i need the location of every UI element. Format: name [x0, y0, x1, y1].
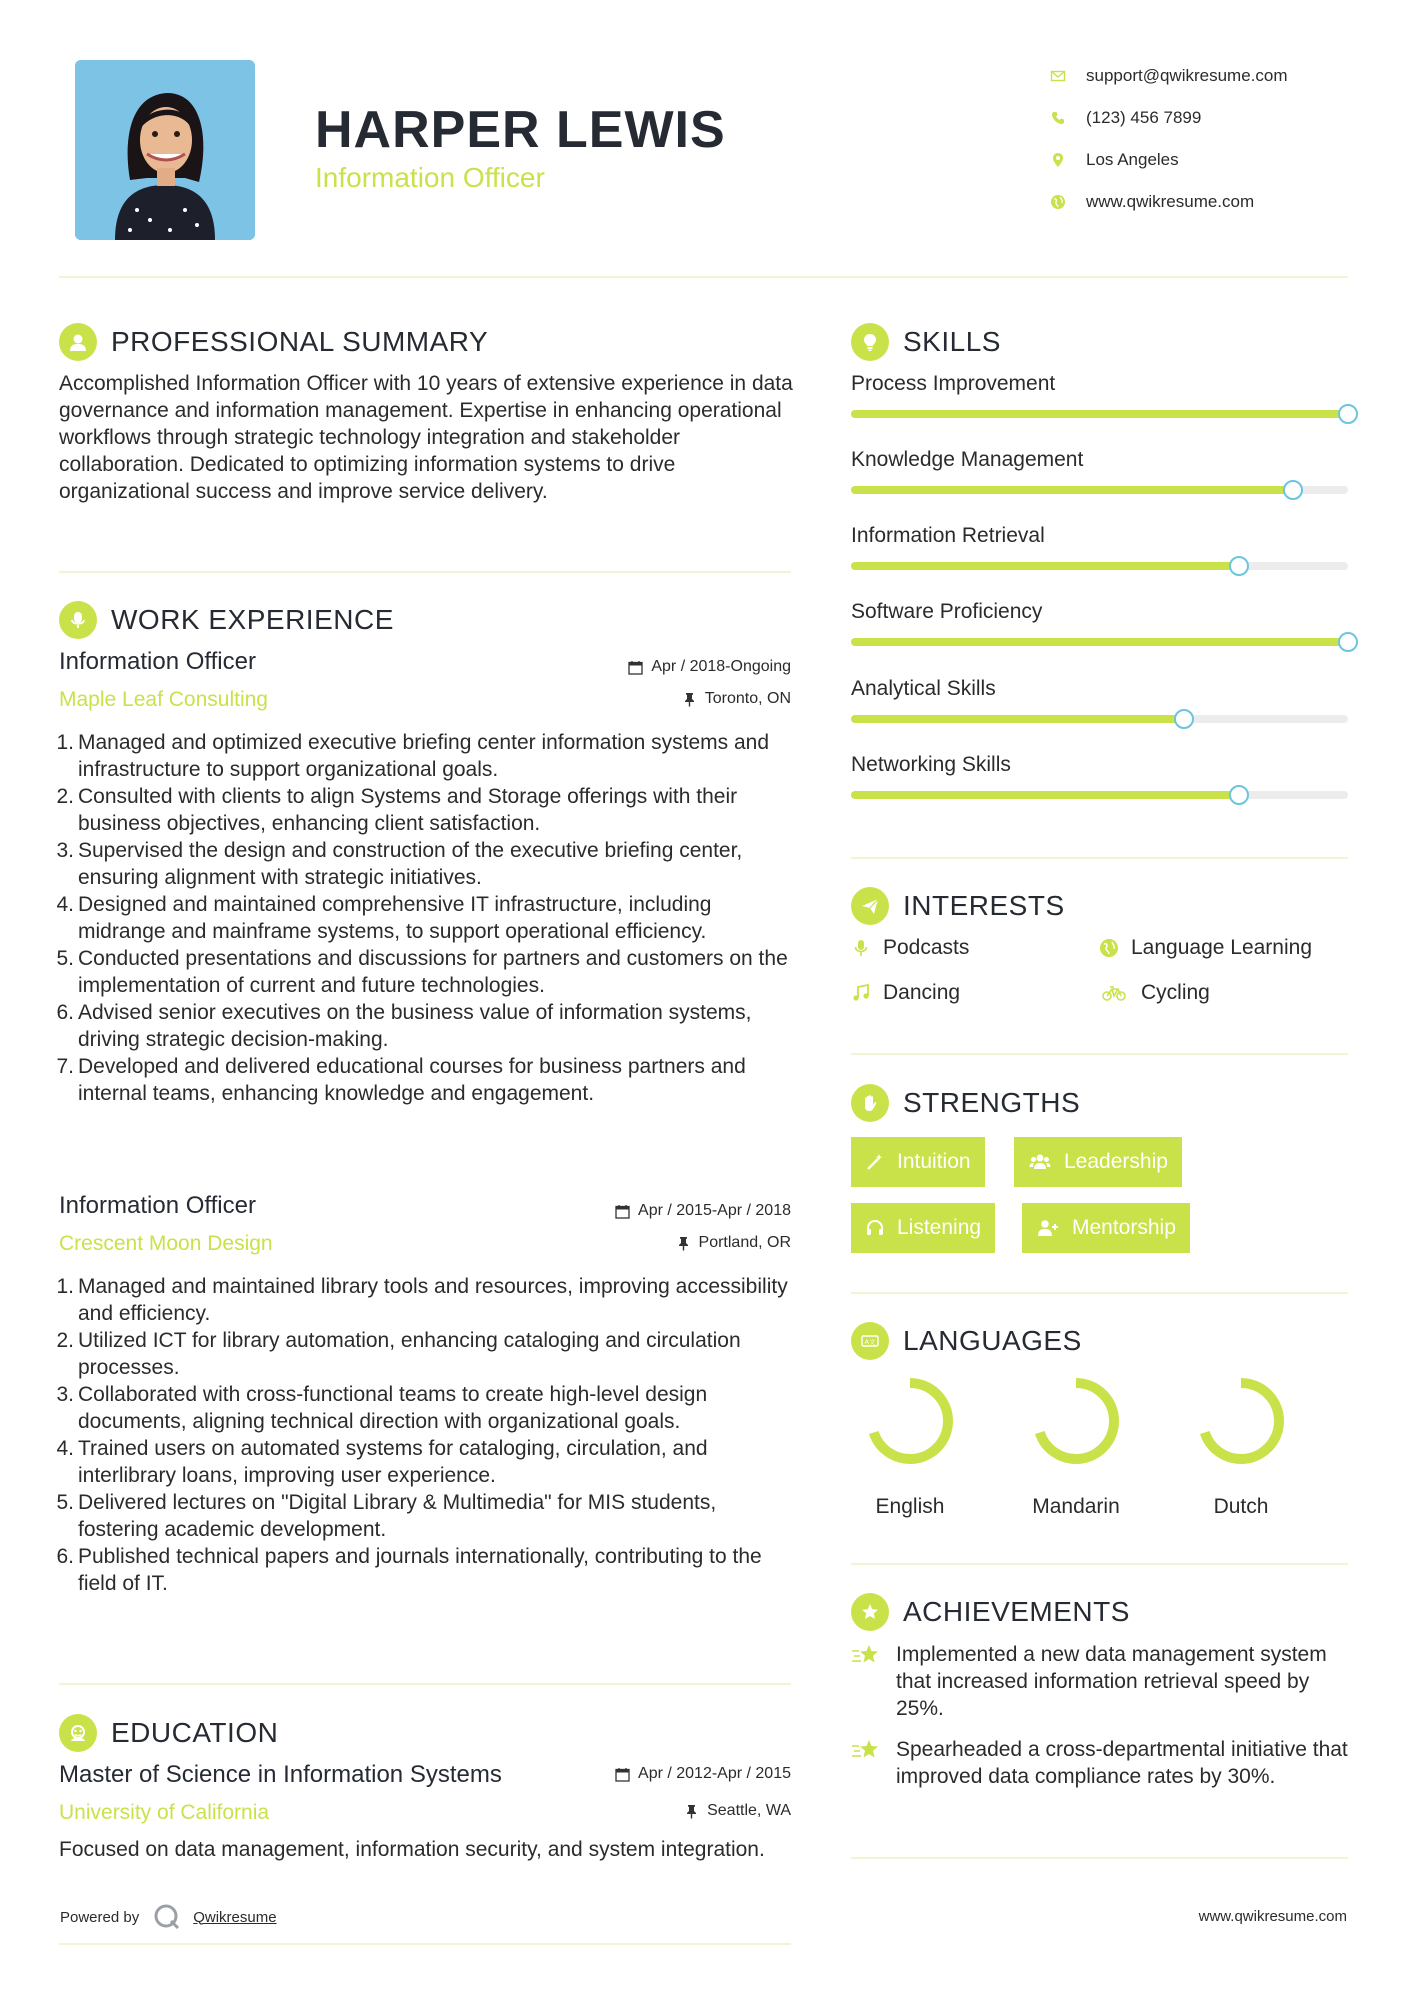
skill-label: Networking Skills — [851, 753, 1011, 776]
job-dates — [628, 658, 791, 676]
list-item: 2. Utilized ICT for library automation, enhancing cataloging and circulation processes. — [56, 1329, 741, 1379]
interests-heading — [851, 887, 1065, 925]
skill-level-knob — [1229, 556, 1249, 576]
interest-item — [851, 981, 960, 1005]
work-heading — [59, 601, 394, 639]
user-plus-icon — [1036, 1218, 1060, 1238]
contact-list — [1050, 55, 1288, 223]
achievement-item — [851, 1641, 1351, 1722]
list-item: 1. Managed and optimized executive briefing center information systems and infrastructure to support organizational goals. — [56, 731, 770, 781]
summary-text: Accomplished Information Officer with 10 years of extensive experience in data governance and information management. Expertise in enhancing operational workflows through strategic technology integration and stakeholder collaboration. Dedicated to optimizing information systems to drive organizational success and improve service delivery. — [59, 372, 793, 503]
skill-item — [851, 448, 1347, 494]
work-title: WORK EXPERIENCE — [111, 604, 394, 635]
interest-label: Dancing — [883, 981, 961, 1004]
achievement-item — [851, 1736, 1351, 1790]
language-label: English — [875, 1495, 945, 1518]
language-item — [850, 1375, 970, 1519]
language-item — [1181, 1375, 1301, 1519]
education-heading — [59, 1714, 278, 1752]
list-item: 5. Delivered lectures on "Digital Library & Multimedia" for MIS students, fostering academic development. — [56, 1491, 717, 1541]
language-label: Mandarin — [1032, 1495, 1120, 1518]
header-divider — [59, 276, 1348, 278]
duty-text: Delivered lectures on "Digital Library & Multimedia" for MIS students, fostering academic development. — [78, 1491, 717, 1541]
contact-location-text: Los Angeles — [1086, 150, 1179, 169]
job-location-text: Portland, OR — [698, 1234, 791, 1251]
skill-level-knob — [1338, 404, 1358, 424]
microphone-icon — [851, 938, 871, 958]
envelope-icon — [1050, 68, 1086, 84]
user-icon — [59, 323, 97, 361]
interests-divider — [851, 1053, 1348, 1055]
list-item: 6. Advised senior executives on the business value of information systems, driving strategic decision-making. — [56, 1001, 752, 1051]
map-pin-icon — [1050, 152, 1086, 168]
pushpin-icon — [682, 692, 697, 707]
strength-label: Listening — [897, 1216, 982, 1239]
strength-chip — [851, 1203, 995, 1253]
skill-item — [851, 524, 1347, 570]
skill-track — [851, 410, 1348, 418]
languages-divider — [851, 1563, 1348, 1565]
list-item: 4. Trained users on automated systems for cataloging, circulation, and interlibrary loans, improving user experience. — [56, 1437, 708, 1487]
skill-track — [851, 791, 1348, 799]
strengths-divider — [851, 1292, 1348, 1294]
pushpin-icon — [684, 1804, 699, 1819]
summary-divider — [59, 571, 791, 573]
language-ring — [1195, 1375, 1287, 1467]
duty-text: Conducted presentations and discussions for partners and customers on the implementation of current and future technologies. — [78, 947, 788, 997]
skill-fill — [851, 715, 1184, 723]
achievements-title: ACHIEVEMENTS — [903, 1596, 1130, 1627]
duty-text: Managed and optimized executive briefing center information systems and infrastructure to support organizational goals. — [78, 731, 770, 781]
summary-heading — [59, 323, 488, 361]
skill-item — [851, 677, 1347, 723]
skill-label: Knowledge Management — [851, 448, 1084, 471]
interest-label: Podcasts — [883, 936, 970, 959]
list-item: 2. Consulted with clients to align Systems and Storage offerings with their business objectives, enhancing client satisfaction. — [56, 785, 738, 835]
list-item: 3. Supervised the design and construction of the executive briefing center, ensuring alignment with strategic initiatives. — [56, 839, 743, 889]
music-note-icon — [851, 983, 871, 1003]
job-duties-list — [55, 1273, 795, 1597]
interest-item — [1099, 936, 1312, 960]
hand-icon — [851, 1084, 889, 1122]
duty-text: Collaborated with cross-functional teams to create high-level design documents, aligning technical direction with organizational goals. — [78, 1383, 708, 1433]
skill-track — [851, 715, 1348, 723]
headphones-icon — [865, 1218, 885, 1238]
language-level-arc — [872, 1383, 948, 1459]
star-badge-icon — [851, 1593, 889, 1631]
education-dates-text: Apr / 2012-Apr / 2015 — [638, 1765, 791, 1782]
education-text: Focused on data management, information security, and system integration. — [59, 1838, 765, 1861]
list-item: 4. Designed and maintained comprehensive IT infrastructure, including midrange and mainframe systems, to support operational efficiency. — [56, 893, 712, 943]
list-item: 3. Collaborated with cross-functional teams to create high-level design documents, aligning technical direction with organizational goals. — [56, 1383, 708, 1433]
footer-website[interactable]: www.qwikresume.com — [1198, 1908, 1347, 1925]
skill-fill — [851, 562, 1239, 570]
achievement-text: Spearheaded a cross-departmental initiative that improved data compliance rates by 30%. — [896, 1738, 1348, 1788]
calendar-icon — [615, 1767, 630, 1782]
graduate-icon — [59, 1714, 97, 1752]
strength-label: Leadership — [1064, 1150, 1168, 1173]
candidate-role: Information Officer — [315, 162, 545, 193]
achievements-heading — [851, 1593, 1130, 1631]
language-ring — [1030, 1375, 1122, 1467]
language-icon — [851, 1322, 889, 1360]
education-dates — [615, 1765, 791, 1783]
globe-icon — [1099, 938, 1119, 958]
contact-phone-text: (123) 456 7899 — [1086, 108, 1202, 127]
interest-label: Cycling — [1141, 981, 1210, 1004]
interest-item — [1099, 981, 1210, 1005]
skill-level-knob — [1229, 785, 1249, 805]
skill-item — [851, 753, 1347, 799]
job-title: Information Officer — [59, 1192, 256, 1219]
candidate-name: HARPER LEWIS — [315, 101, 726, 159]
skill-fill — [851, 486, 1293, 494]
paper-plane-icon — [851, 887, 889, 925]
duty-text: Advised senior executives on the business value of information systems, driving strategic decision-making. — [78, 1001, 752, 1051]
duty-text: Managed and maintained library tools and resources, improving accessibility and efficiency. — [78, 1275, 788, 1325]
footer-divider — [59, 1943, 791, 1945]
qwikresume-logo-icon — [153, 1903, 181, 1931]
skill-track — [851, 486, 1348, 494]
skill-track — [851, 562, 1348, 570]
skill-item — [851, 600, 1347, 646]
job-location — [676, 1234, 791, 1252]
magic-wand-icon — [865, 1152, 885, 1172]
education-location — [684, 1802, 791, 1820]
education-title: EDUCATION — [111, 1717, 279, 1748]
contact-email[interactable] — [1050, 55, 1288, 97]
brand-link[interactable]: Qwikresume — [193, 1908, 277, 1926]
interest-label: Language Learning — [1131, 936, 1313, 959]
profile-photo — [75, 60, 255, 240]
job-dates-text: Apr / 2015-Apr / 2018 — [638, 1202, 791, 1219]
strength-label: Intuition — [897, 1150, 971, 1173]
languages-title: LANGUAGES — [903, 1325, 1082, 1356]
strengths-heading — [851, 1084, 1080, 1122]
interests-title: INTERESTS — [903, 890, 1065, 921]
languages-heading — [851, 1322, 1082, 1360]
school-name: University of California — [59, 1801, 270, 1824]
users-icon — [1028, 1152, 1052, 1172]
briefcase-icon — [59, 601, 97, 639]
work-divider — [59, 1683, 791, 1685]
bicycle-icon — [1099, 983, 1129, 1003]
duty-text: Trained users on automated systems for cataloging, circulation, and interlibrary loans, improving user experience. — [78, 1437, 708, 1487]
duty-text: Consulted with clients to align Systems and Storage offerings with their business objectives, enhancing client satisfaction. — [78, 785, 738, 835]
skills-title: SKILLS — [903, 326, 1001, 357]
list-item: 7. Developed and delivered educational courses for business partners and internal teams, enhancing knowledge and engagement. — [56, 1055, 746, 1105]
skill-label: Software Proficiency — [851, 600, 1043, 623]
job-location-text: Toronto, ON — [704, 690, 791, 707]
skill-fill — [851, 410, 1348, 418]
contact-phone[interactable] — [1050, 97, 1288, 139]
duty-text: Developed and delivered educational courses for business partners and internal teams, enhancing knowledge and engagement. — [78, 1055, 746, 1105]
skill-fill — [851, 791, 1239, 799]
shooting-star-icon — [851, 1643, 881, 1667]
language-item — [1016, 1375, 1136, 1519]
achievement-text: Implemented a new data management system that increased information retrieval speed by 25%. — [896, 1643, 1327, 1720]
skill-label: Information Retrieval — [851, 524, 1045, 547]
portrait-image — [75, 60, 255, 240]
skill-track — [851, 638, 1348, 646]
summary-title: PROFESSIONAL SUMMARY — [111, 326, 489, 357]
skill-fill — [851, 638, 1348, 646]
skills-divider — [851, 857, 1348, 859]
language-ring — [864, 1375, 956, 1467]
degree-title: Master of Science in Information Systems — [59, 1761, 502, 1788]
duty-text: Designed and maintained comprehensive IT infrastructure, including midrange and mainframe systems, to support operational efficiency. — [78, 893, 712, 943]
duty-text: Supervised the design and construction of the executive briefing center, ensuring alignment with strategic initiatives. — [78, 839, 743, 889]
skills-heading — [851, 323, 1001, 361]
achievements-divider — [851, 1857, 1348, 1859]
job-company: Maple Leaf Consulting — [59, 688, 268, 711]
job-location — [682, 690, 791, 708]
powered-by-label: Powered by — [60, 1908, 140, 1926]
language-label: Dutch — [1213, 1495, 1269, 1518]
globe-icon — [1050, 194, 1086, 210]
skill-item — [851, 372, 1347, 418]
language-level-arc — [1038, 1383, 1114, 1459]
job-duties-list — [55, 729, 795, 1107]
strengths-title: STRENGTHS — [903, 1087, 1081, 1118]
strength-chip — [851, 1137, 985, 1187]
job-company: Crescent Moon Design — [59, 1232, 273, 1255]
svg-text:A文: A文 — [864, 1338, 876, 1346]
job-dates-text: Apr / 2018-Ongoing — [651, 658, 791, 675]
phone-icon — [1050, 110, 1086, 126]
calendar-icon — [615, 1204, 630, 1219]
skill-label: Process Improvement — [851, 372, 1056, 395]
skill-level-knob — [1174, 709, 1194, 729]
list-item: 5. Conducted presentations and discussions for partners and customers on the implementation of current and future technologies. — [56, 947, 788, 997]
list-item: 6. Published technical papers and journals internationally, contributing to the field of IT. — [56, 1545, 762, 1595]
education-location-text: Seattle, WA — [707, 1802, 791, 1819]
skill-level-knob — [1283, 480, 1303, 500]
contact-location — [1050, 139, 1288, 181]
interest-item — [851, 936, 969, 960]
contact-website-text: www.qwikresume.com — [1086, 192, 1255, 211]
strength-chip — [1022, 1203, 1190, 1253]
job-dates — [615, 1202, 791, 1220]
skill-label: Analytical Skills — [851, 677, 996, 700]
skill-level-knob — [1338, 632, 1358, 652]
lightbulb-icon — [851, 323, 889, 361]
duty-text: Published technical papers and journals internationally, contributing to the field of IT. — [78, 1545, 762, 1595]
powered-by — [60, 1903, 277, 1931]
duty-text: Utilized ICT for library automation, enhancing cataloging and circulation processes. — [78, 1329, 741, 1379]
contact-website[interactable] — [1050, 181, 1288, 223]
contact-email-text: support@qwikresume.com — [1086, 66, 1288, 85]
strength-chip — [1014, 1137, 1182, 1187]
list-item: 1. Managed and maintained library tools and resources, improving accessibility and efficiency. — [56, 1275, 788, 1325]
strength-label: Mentorship — [1072, 1216, 1176, 1239]
language-level-arc — [1203, 1383, 1279, 1459]
calendar-icon — [628, 660, 643, 675]
pushpin-icon — [676, 1236, 691, 1251]
shooting-star-icon — [851, 1738, 881, 1762]
job-title: Information Officer — [59, 648, 256, 675]
